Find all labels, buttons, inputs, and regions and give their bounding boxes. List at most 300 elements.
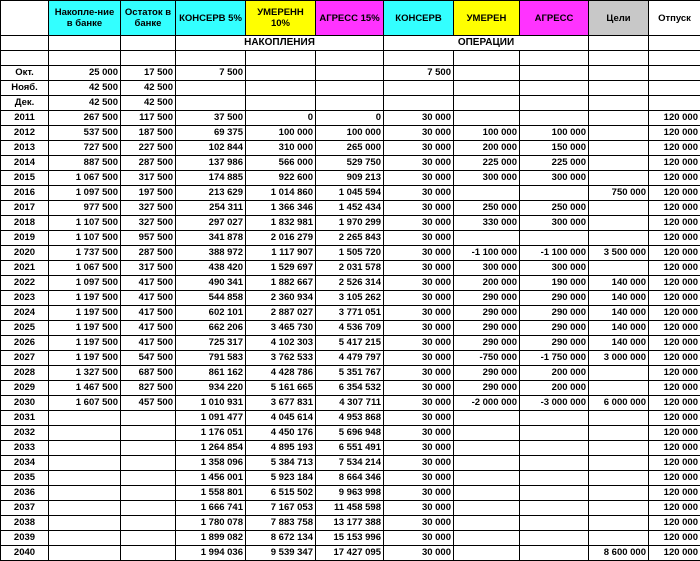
table-cell[interactable]	[121, 426, 176, 441]
table-cell[interactable]: -1 100 000	[454, 246, 520, 261]
table-cell[interactable]: 290 000	[454, 291, 520, 306]
cell[interactable]	[49, 51, 121, 66]
row-label-cell[interactable]: 2011	[1, 111, 49, 126]
row-label-cell[interactable]: 2023	[1, 291, 49, 306]
table-cell[interactable]	[121, 441, 176, 456]
table-cell[interactable]: 120 000	[649, 471, 700, 486]
table-cell[interactable]	[384, 81, 454, 96]
table-cell[interactable]	[49, 546, 121, 561]
header-cell-conservative-operations[interactable]: КОНСЕРВ	[384, 1, 454, 36]
table-cell[interactable]: 120 000	[649, 126, 700, 141]
row-label-cell[interactable]: 2030	[1, 396, 49, 411]
table-cell[interactable]: 1 014 860	[246, 186, 316, 201]
table-cell[interactable]: 1 994 036	[176, 546, 246, 561]
table-cell[interactable]: 725 317	[176, 336, 246, 351]
table-cell[interactable]: 529 750	[316, 156, 384, 171]
table-cell[interactable]: 3 500 000	[589, 246, 649, 261]
table-cell[interactable]: 9 963 998	[316, 486, 384, 501]
table-cell[interactable]: 8 672 134	[246, 531, 316, 546]
row-label-cell[interactable]: 2038	[1, 516, 49, 531]
table-cell[interactable]: 30 000	[384, 501, 454, 516]
table-cell[interactable]: 3 771 051	[316, 306, 384, 321]
table-cell[interactable]: 922 600	[246, 171, 316, 186]
table-cell[interactable]: 120 000	[649, 246, 700, 261]
table-cell[interactable]: 8 664 346	[316, 471, 384, 486]
table-cell[interactable]: 1 067 500	[49, 261, 121, 276]
table-cell[interactable]	[121, 501, 176, 516]
table-cell[interactable]: 290 000	[520, 291, 589, 306]
cell[interactable]	[246, 51, 316, 66]
table-cell[interactable]: 490 341	[176, 276, 246, 291]
cell[interactable]	[1, 36, 49, 51]
table-cell[interactable]: 42 500	[49, 96, 121, 111]
table-cell[interactable]: 30 000	[384, 381, 454, 396]
table-cell[interactable]: 120 000	[649, 141, 700, 156]
table-cell[interactable]: 287 500	[121, 246, 176, 261]
table-cell[interactable]: 30 000	[384, 516, 454, 531]
table-cell[interactable]: 1 780 078	[176, 516, 246, 531]
table-cell[interactable]: 140 000	[589, 306, 649, 321]
table-cell[interactable]	[454, 411, 520, 426]
table-cell[interactable]	[49, 486, 121, 501]
table-cell[interactable]	[49, 471, 121, 486]
table-cell[interactable]: 13 177 388	[316, 516, 384, 531]
table-cell[interactable]: 1 097 500	[49, 186, 121, 201]
table-cell[interactable]: 30 000	[384, 306, 454, 321]
table-cell[interactable]	[589, 411, 649, 426]
table-cell[interactable]: 197 500	[121, 186, 176, 201]
table-cell[interactable]	[454, 546, 520, 561]
table-cell[interactable]	[589, 486, 649, 501]
table-cell[interactable]: -750 000	[454, 351, 520, 366]
table-cell[interactable]: 69 375	[176, 126, 246, 141]
table-cell[interactable]: 150 000	[520, 141, 589, 156]
table-cell[interactable]: 140 000	[589, 276, 649, 291]
table-cell[interactable]: 457 500	[121, 396, 176, 411]
table-cell[interactable]	[121, 486, 176, 501]
table-cell[interactable]: 1 045 594	[316, 186, 384, 201]
table-cell[interactable]: 42 500	[121, 96, 176, 111]
table-cell[interactable]: 250 000	[454, 201, 520, 216]
table-cell[interactable]: 120 000	[649, 456, 700, 471]
table-cell[interactable]: 861 162	[176, 366, 246, 381]
table-cell[interactable]: 15 153 996	[316, 531, 384, 546]
table-cell[interactable]: 1 607 500	[49, 396, 121, 411]
table-cell[interactable]: 30 000	[384, 426, 454, 441]
table-cell[interactable]	[589, 126, 649, 141]
table-cell[interactable]: 120 000	[649, 486, 700, 501]
table-cell[interactable]: 267 500	[49, 111, 121, 126]
table-cell[interactable]: 287 500	[121, 156, 176, 171]
table-cell[interactable]	[520, 231, 589, 246]
table-cell[interactable]: 957 500	[121, 231, 176, 246]
table-cell[interactable]: 120 000	[649, 516, 700, 531]
table-cell[interactable]: 8 600 000	[589, 546, 649, 561]
table-cell[interactable]: 327 500	[121, 201, 176, 216]
table-cell[interactable]: 1 832 981	[246, 216, 316, 231]
table-cell[interactable]: 200 000	[454, 141, 520, 156]
table-cell[interactable]: 7 500	[176, 66, 246, 81]
table-cell[interactable]: 417 500	[121, 321, 176, 336]
cell[interactable]	[1, 51, 49, 66]
cell[interactable]	[589, 51, 649, 66]
table-cell[interactable]	[121, 411, 176, 426]
table-cell[interactable]: 120 000	[649, 201, 700, 216]
row-label-cell[interactable]: 2021	[1, 261, 49, 276]
table-cell[interactable]	[454, 186, 520, 201]
table-cell[interactable]: 438 420	[176, 261, 246, 276]
table-cell[interactable]: 213 629	[176, 186, 246, 201]
table-cell[interactable]: 327 500	[121, 216, 176, 231]
table-cell[interactable]: 1 970 299	[316, 216, 384, 231]
table-cell[interactable]: 30 000	[384, 531, 454, 546]
table-cell[interactable]	[589, 231, 649, 246]
cell[interactable]	[121, 51, 176, 66]
table-cell[interactable]: 137 986	[176, 156, 246, 171]
table-cell[interactable]: 6 000 000	[589, 396, 649, 411]
table-cell[interactable]	[589, 426, 649, 441]
table-cell[interactable]: 30 000	[384, 471, 454, 486]
table-cell[interactable]: -2 000 000	[454, 396, 520, 411]
table-cell[interactable]: 566 000	[246, 156, 316, 171]
header-cell-conservative-savings[interactable]: КОНСЕРВ 5%	[176, 1, 246, 36]
table-cell[interactable]	[176, 81, 246, 96]
table-cell[interactable]: 1 010 931	[176, 396, 246, 411]
table-cell[interactable]	[246, 96, 316, 111]
table-cell[interactable]	[121, 531, 176, 546]
table-cell[interactable]: 300 000	[520, 171, 589, 186]
table-cell[interactable]: 290 000	[454, 336, 520, 351]
table-cell[interactable]: 662 206	[176, 321, 246, 336]
table-cell[interactable]: 120 000	[649, 276, 700, 291]
table-cell[interactable]: 602 101	[176, 306, 246, 321]
table-cell[interactable]: 100 000	[520, 126, 589, 141]
table-cell[interactable]: -1 750 000	[520, 351, 589, 366]
section-title-savings[interactable]: НАКОПЛЕНИЯ	[176, 36, 384, 51]
row-label-cell[interactable]: 2014	[1, 156, 49, 171]
table-cell[interactable]: 227 500	[121, 141, 176, 156]
table-cell[interactable]: 30 000	[384, 366, 454, 381]
cell[interactable]	[49, 36, 121, 51]
table-cell[interactable]: 4 102 303	[246, 336, 316, 351]
table-cell[interactable]	[454, 111, 520, 126]
table-cell[interactable]: 254 311	[176, 201, 246, 216]
table-cell[interactable]: 544 858	[176, 291, 246, 306]
table-cell[interactable]: 102 844	[176, 141, 246, 156]
table-cell[interactable]: 317 500	[121, 171, 176, 186]
table-cell[interactable]: 687 500	[121, 366, 176, 381]
table-cell[interactable]: 2 031 578	[316, 261, 384, 276]
row-label-cell[interactable]: Окт.	[1, 66, 49, 81]
header-cell-aggressive-savings[interactable]: АГРЕСС 15%	[316, 1, 384, 36]
table-cell[interactable]	[246, 66, 316, 81]
table-cell[interactable]: 1 197 500	[49, 321, 121, 336]
header-cell-bank-savings[interactable]: Накопле-ние в банке	[49, 1, 121, 36]
header-cell-bank-balance[interactable]: Остаток в банке	[121, 1, 176, 36]
table-cell[interactable]: 30 000	[384, 156, 454, 171]
table-cell[interactable]: 4 895 193	[246, 441, 316, 456]
table-cell[interactable]: 120 000	[649, 216, 700, 231]
table-cell[interactable]: 30 000	[384, 201, 454, 216]
row-label-cell[interactable]: 2012	[1, 126, 49, 141]
table-cell[interactable]: 1 358 096	[176, 456, 246, 471]
table-cell[interactable]: 140 000	[589, 291, 649, 306]
table-cell[interactable]: 9 539 347	[246, 546, 316, 561]
table-cell[interactable]	[589, 501, 649, 516]
cell[interactable]	[649, 36, 700, 51]
row-label-cell[interactable]: 2033	[1, 441, 49, 456]
table-cell[interactable]: 25 000	[49, 66, 121, 81]
table-cell[interactable]: 417 500	[121, 276, 176, 291]
table-cell[interactable]: 4 450 176	[246, 426, 316, 441]
table-cell[interactable]: 290 000	[520, 321, 589, 336]
table-cell[interactable]	[589, 66, 649, 81]
table-cell[interactable]: 1 097 500	[49, 276, 121, 291]
table-cell[interactable]	[121, 546, 176, 561]
table-cell[interactable]: 727 500	[49, 141, 121, 156]
table-cell[interactable]: 3 762 533	[246, 351, 316, 366]
table-cell[interactable]	[121, 516, 176, 531]
table-cell[interactable]: 1 456 001	[176, 471, 246, 486]
table-cell[interactable]: 4 536 709	[316, 321, 384, 336]
table-cell[interactable]: 1 176 051	[176, 426, 246, 441]
table-cell[interactable]: 547 500	[121, 351, 176, 366]
table-cell[interactable]: 30 000	[384, 486, 454, 501]
table-cell[interactable]: 100 000	[316, 126, 384, 141]
table-cell[interactable]: 4 428 786	[246, 366, 316, 381]
table-cell[interactable]: 30 000	[384, 396, 454, 411]
row-label-cell[interactable]: 2017	[1, 201, 49, 216]
table-cell[interactable]	[520, 426, 589, 441]
cell[interactable]	[589, 36, 649, 51]
table-cell[interactable]	[589, 261, 649, 276]
table-cell[interactable]: 290 000	[454, 321, 520, 336]
table-cell[interactable]	[589, 201, 649, 216]
table-cell[interactable]: 120 000	[649, 441, 700, 456]
table-cell[interactable]	[589, 366, 649, 381]
table-cell[interactable]: 225 000	[454, 156, 520, 171]
table-cell[interactable]: 4 479 797	[316, 351, 384, 366]
table-cell[interactable]	[49, 531, 121, 546]
table-cell[interactable]: 2 360 934	[246, 291, 316, 306]
table-cell[interactable]: 290 000	[520, 336, 589, 351]
table-cell[interactable]	[520, 456, 589, 471]
table-cell[interactable]: 300 000	[520, 261, 589, 276]
table-cell[interactable]	[49, 501, 121, 516]
table-cell[interactable]: 750 000	[589, 186, 649, 201]
table-cell[interactable]: 300 000	[454, 261, 520, 276]
table-cell[interactable]: 3 465 730	[246, 321, 316, 336]
table-cell[interactable]: 0	[316, 111, 384, 126]
table-cell[interactable]: 290 000	[454, 381, 520, 396]
table-cell[interactable]: 4 045 614	[246, 411, 316, 426]
table-cell[interactable]	[589, 141, 649, 156]
table-cell[interactable]	[520, 546, 589, 561]
table-cell[interactable]	[589, 456, 649, 471]
table-cell[interactable]	[454, 96, 520, 111]
table-cell[interactable]: 120 000	[649, 396, 700, 411]
table-cell[interactable]	[121, 456, 176, 471]
table-cell[interactable]	[520, 81, 589, 96]
table-cell[interactable]: 120 000	[649, 171, 700, 186]
table-cell[interactable]: 30 000	[384, 246, 454, 261]
row-label-cell[interactable]: 2013	[1, 141, 49, 156]
table-cell[interactable]: 30 000	[384, 351, 454, 366]
table-cell[interactable]	[454, 81, 520, 96]
table-cell[interactable]: 1 197 500	[49, 291, 121, 306]
table-cell[interactable]	[589, 96, 649, 111]
row-label-cell[interactable]: 2016	[1, 186, 49, 201]
table-cell[interactable]: 117 500	[121, 111, 176, 126]
table-cell[interactable]: 30 000	[384, 216, 454, 231]
table-cell[interactable]: 1 107 500	[49, 231, 121, 246]
table-cell[interactable]: 1 529 697	[246, 261, 316, 276]
table-cell[interactable]: 310 000	[246, 141, 316, 156]
table-cell[interactable]: 341 878	[176, 231, 246, 246]
table-cell[interactable]	[520, 66, 589, 81]
table-cell[interactable]: 174 885	[176, 171, 246, 186]
table-cell[interactable]	[454, 516, 520, 531]
table-cell[interactable]: 120 000	[649, 546, 700, 561]
table-cell[interactable]: 1 666 741	[176, 501, 246, 516]
table-cell[interactable]: 417 500	[121, 291, 176, 306]
table-cell[interactable]: 120 000	[649, 306, 700, 321]
table-cell[interactable]: 30 000	[384, 441, 454, 456]
table-cell[interactable]	[384, 96, 454, 111]
table-cell[interactable]: 30 000	[384, 321, 454, 336]
table-cell[interactable]	[49, 426, 121, 441]
table-cell[interactable]	[520, 471, 589, 486]
table-cell[interactable]: 120 000	[649, 426, 700, 441]
table-cell[interactable]: 5 417 215	[316, 336, 384, 351]
table-cell[interactable]: 5 161 665	[246, 381, 316, 396]
table-cell[interactable]: 120 000	[649, 156, 700, 171]
table-cell[interactable]	[520, 411, 589, 426]
table-cell[interactable]: 4 307 711	[316, 396, 384, 411]
table-cell[interactable]: 290 000	[454, 306, 520, 321]
table-cell[interactable]: 42 500	[121, 81, 176, 96]
table-cell[interactable]: 120 000	[649, 321, 700, 336]
table-cell[interactable]	[520, 96, 589, 111]
row-label-cell[interactable]: 2024	[1, 306, 49, 321]
table-cell[interactable]: 1 197 500	[49, 336, 121, 351]
table-cell[interactable]: 30 000	[384, 171, 454, 186]
table-cell[interactable]: 977 500	[49, 201, 121, 216]
table-cell[interactable]	[589, 216, 649, 231]
table-cell[interactable]: 537 500	[49, 126, 121, 141]
table-cell[interactable]: 2 016 279	[246, 231, 316, 246]
table-cell[interactable]: 1 467 500	[49, 381, 121, 396]
table-cell[interactable]: 120 000	[649, 261, 700, 276]
row-label-cell[interactable]: 2035	[1, 471, 49, 486]
table-cell[interactable]: 120 000	[649, 411, 700, 426]
table-cell[interactable]: 1 197 500	[49, 351, 121, 366]
table-cell[interactable]: 388 972	[176, 246, 246, 261]
row-label-cell[interactable]: 2034	[1, 456, 49, 471]
table-cell[interactable]: 1 366 346	[246, 201, 316, 216]
table-cell[interactable]	[454, 456, 520, 471]
table-cell[interactable]: 30 000	[384, 261, 454, 276]
table-cell[interactable]: 120 000	[649, 351, 700, 366]
table-cell[interactable]: 11 458 598	[316, 501, 384, 516]
table-cell[interactable]: 190 000	[520, 276, 589, 291]
table-cell[interactable]: 30 000	[384, 126, 454, 141]
table-cell[interactable]	[49, 441, 121, 456]
table-cell[interactable]: 1 067 500	[49, 171, 121, 186]
table-cell[interactable]	[520, 111, 589, 126]
cell[interactable]	[176, 51, 246, 66]
table-cell[interactable]: 827 500	[121, 381, 176, 396]
table-cell[interactable]: 37 500	[176, 111, 246, 126]
table-cell[interactable]	[520, 441, 589, 456]
table-cell[interactable]	[589, 111, 649, 126]
table-cell[interactable]: 300 000	[454, 171, 520, 186]
table-cell[interactable]: 30 000	[384, 411, 454, 426]
table-cell[interactable]: 417 500	[121, 306, 176, 321]
table-cell[interactable]: 120 000	[649, 336, 700, 351]
table-cell[interactable]: 2 887 027	[246, 306, 316, 321]
table-cell[interactable]: 30 000	[384, 336, 454, 351]
row-label-cell[interactable]: 2028	[1, 366, 49, 381]
row-label-cell[interactable]: 2019	[1, 231, 49, 246]
table-cell[interactable]: 120 000	[649, 231, 700, 246]
row-label-cell[interactable]: 2029	[1, 381, 49, 396]
table-cell[interactable]	[649, 96, 700, 111]
table-cell[interactable]: 1 107 500	[49, 216, 121, 231]
table-cell[interactable]	[649, 66, 700, 81]
table-cell[interactable]	[316, 66, 384, 81]
table-cell[interactable]	[316, 96, 384, 111]
table-cell[interactable]: 7 534 214	[316, 456, 384, 471]
table-cell[interactable]: 7 883 758	[246, 516, 316, 531]
table-cell[interactable]: 1 505 720	[316, 246, 384, 261]
table-cell[interactable]	[121, 471, 176, 486]
table-cell[interactable]	[454, 531, 520, 546]
table-cell[interactable]	[454, 501, 520, 516]
table-cell[interactable]: -1 100 000	[520, 246, 589, 261]
table-cell[interactable]: 30 000	[384, 276, 454, 291]
row-label-cell[interactable]: 2039	[1, 531, 49, 546]
table-cell[interactable]: 6 354 532	[316, 381, 384, 396]
table-cell[interactable]	[246, 81, 316, 96]
table-cell[interactable]: 1 091 477	[176, 411, 246, 426]
cell[interactable]	[384, 51, 454, 66]
table-cell[interactable]: 3 000 000	[589, 351, 649, 366]
table-cell[interactable]: 1 882 667	[246, 276, 316, 291]
table-cell[interactable]	[454, 66, 520, 81]
table-cell[interactable]: 17 427 095	[316, 546, 384, 561]
row-label-cell[interactable]: 2026	[1, 336, 49, 351]
row-label-cell[interactable]: 2015	[1, 171, 49, 186]
table-cell[interactable]: 1 558 801	[176, 486, 246, 501]
table-cell[interactable]: 3 677 831	[246, 396, 316, 411]
table-cell[interactable]: 330 000	[454, 216, 520, 231]
table-cell[interactable]: 120 000	[649, 366, 700, 381]
table-cell[interactable]	[589, 156, 649, 171]
table-cell[interactable]: 100 000	[246, 126, 316, 141]
table-cell[interactable]: 934 220	[176, 381, 246, 396]
table-cell[interactable]: 6 515 502	[246, 486, 316, 501]
row-label-cell[interactable]: 2020	[1, 246, 49, 261]
cell[interactable]	[649, 51, 700, 66]
table-cell[interactable]	[589, 81, 649, 96]
header-cell-moderate-operations[interactable]: УМЕРЕН	[454, 1, 520, 36]
table-cell[interactable]: 30 000	[384, 111, 454, 126]
table-cell[interactable]: 100 000	[454, 126, 520, 141]
row-label-cell[interactable]: 2018	[1, 216, 49, 231]
table-cell[interactable]: 290 000	[520, 306, 589, 321]
cell[interactable]	[316, 51, 384, 66]
